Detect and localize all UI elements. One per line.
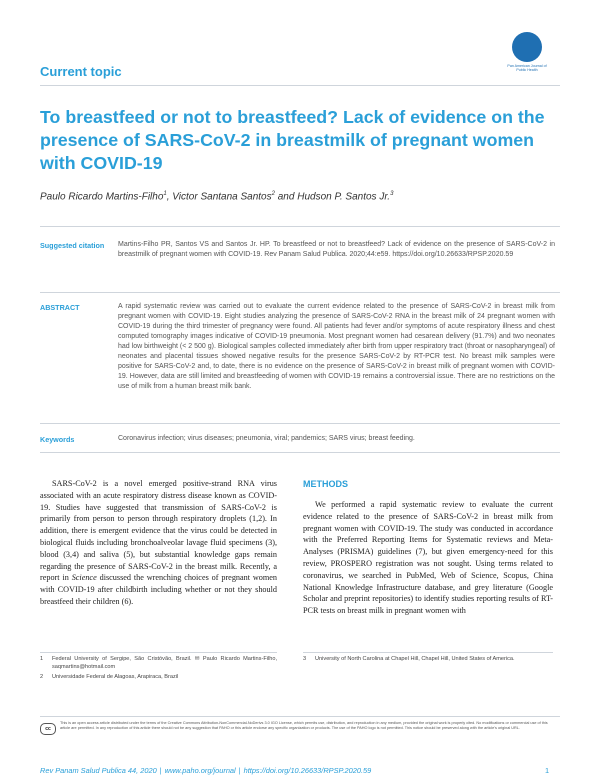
footnote-text: Federal University of Sergipe, São Cristóvão, Brazil. ✉ Paulo Ricardo Martins-Filho, saqmartins@hotmail.com <box>52 656 277 670</box>
author-affiliation: 2 <box>271 191 275 197</box>
footer-journal: Rev Panam Salud Publica 44, 2020 <box>40 766 157 775</box>
header-divider <box>40 85 560 86</box>
section-label: Current topic <box>40 64 122 79</box>
author-name: Hudson P. Santos Jr. <box>297 191 391 203</box>
author-list <box>40 191 393 202</box>
footnote-number: 1 <box>40 656 44 662</box>
page-number: 1 <box>545 766 550 775</box>
footnote <box>40 674 277 682</box>
keywords-label: Keywords <box>40 435 75 444</box>
footnote-divider-left <box>40 652 277 653</box>
footer-site-link[interactable]: www.paho.org/journal <box>164 766 236 775</box>
author-name: Paulo Ricardo Martins-Filho <box>40 191 164 203</box>
intro-italic: Science <box>71 573 97 583</box>
footnote-text: Universidade Federal de Alagoas, Arapiraca, Brazil <box>52 674 179 680</box>
intro-text: SARS-CoV-2 is a novel emerged positive-strand RNA virus associated with an acute respiratory distress disease known as COVID-19. Studies have suggested that transmission of SARS-CoV-2 is primarily from person to person through respiratory droplets (1,2). In addition, there is emergent evidence that the virus could be detected in biological fluids including bronchoalveolar lavage fluid specimens (3), blood (3,4) and saliva (5), but substantial knowledge gaps remain regarding the presence of SARS-CoV-2 in the breast milk. Recently, a report in <box>40 479 277 583</box>
methods-heading: METHODS <box>303 479 348 489</box>
footnote <box>303 656 553 664</box>
keywords-text: Coronavirus infection; virus diseases; pneumonia, viral; pandemics; SARS virus; breast feeding. <box>118 435 415 442</box>
author-affiliation: 3 <box>390 191 394 197</box>
footnote-divider-right <box>303 652 553 653</box>
article-title: To breastfeed or not to breastfeed? Lack of evidence on the presence of SARS-CoV-2 in breastmilk of pregnant women with COVID-19 <box>40 107 545 173</box>
journal-logo <box>506 32 548 76</box>
intro-paragraph <box>40 478 277 608</box>
globe-icon <box>512 32 542 62</box>
footnote-number: 3 <box>303 656 307 662</box>
logo-text: Pan American Journal of Public Health <box>507 64 547 72</box>
keywords-bottom-divider <box>40 452 560 453</box>
abstract-divider <box>40 292 560 293</box>
author-name: Victor Santana Santos <box>172 191 272 203</box>
author-affiliation: 1 <box>163 191 167 197</box>
citation-text: Martins-Filho PR, Santos VS and Santos Jr. HP. To breastfeed or not to breastfeed? Lack of evidence on the presence of SARS-CoV-2 in breastmilk of pregnant women with COVID-19. Rev Panam Salud Publica. 2020;44:e59. https://doi.org/10.26633/RPSP.2020.59 <box>118 241 555 258</box>
author-separator: and <box>274 191 295 203</box>
footnote-text: University of North Carolina at Chapel Hill, Chapel Hill, United States of America. <box>315 656 515 662</box>
keywords-divider <box>40 423 560 424</box>
footnote <box>40 656 277 671</box>
citation-label: Suggested citation <box>40 241 105 250</box>
footnote-number: 2 <box>40 674 44 680</box>
page-footer <box>40 766 371 775</box>
abstract-label: ABSTRACT <box>40 303 80 312</box>
footer-separator: | <box>238 766 241 775</box>
license-divider <box>40 716 560 717</box>
creative-commons-icon: cc <box>40 723 56 735</box>
citation-divider <box>40 226 560 227</box>
intro-text-end: discussed the wrenching choices of pregnant women with COVID-19 after childbirth including whether or not they should breastfeed their children (6). <box>40 573 277 606</box>
author-separator: , <box>166 191 170 203</box>
license-text: This is an open access article distributed under the terms of the Creative Commons Attribution-NonCommercial-NoDerivs 3.0 IGO License, which permits use, distribution, and reproduction in any medium, provided the original work is properly cited. No modifications or commercial use of this article are permitted. In any reproduction of this article there should not be any suggestion that PAHO or this article endorse any specific organization or products. The use of the PAHO logo is not permitted. This notice should be preserved along with the article's original URL. <box>60 721 548 731</box>
methods-paragraph: We performed a rapid systematic review to evaluate the current evidence related to the presence of SARS-CoV-2 in breast milk from pregnant women with COVID-19. The study was conducted in accordance with the Preferred Reporting Items for Systematic reviews and Meta-Analyses (PRISMA) guidelines (7), but given emergency-need for this review, PROSPERO registration was not sought. Using terms related to coronavirus, we searched in PubMed, Web of Science, Scopus, China National Knowledge Infrastructure database, and grey literature (Google Scholar and preprint repositories) to identify studies reporting results of RT-PCR tests on breast milk in pregnant women with <box>303 500 553 616</box>
abstract-text: A rapid systematic review was carried out to evaluate the current evidence related to the presence of SARS-CoV-2 in breast milk from pregnant women with COVID-19. Eight studies analyzing the presence of SARS-CoV-2 RNA in the breast milk of 24 pregnant women with COVID-19 during the third trimester of pregnancy were found. All patients had fever and/or symptoms of acute respiratory illness and chest computed tomography images indicative of COVID-19 pneumonia. Most pregnant women had cesarean delivery (91.7%) and two neonates had low birthweight (< 2 500 g). Biological samples collected immediately after birth from upper respiratory tract (throat or nasopharyngeal) of neonates and placental tissues showed negative results for the presence SARS-CoV-2 by RT-PCR test. No breast milk samples were positive for SARS-CoV-2 and, to date, there is no evidence on the presence of SARS-CoV-2 in breast milk of pregnant women with COVID-19. However, data are still limited and breastfeeding of women with COVID-19 remains a controversial issue. There are no restrictions on the use of milk from a human breast milk bank. <box>118 303 555 390</box>
footer-separator: | <box>159 766 162 775</box>
footer-doi-link[interactable]: https://doi.org/10.26633/RPSP.2020.59 <box>243 766 372 775</box>
